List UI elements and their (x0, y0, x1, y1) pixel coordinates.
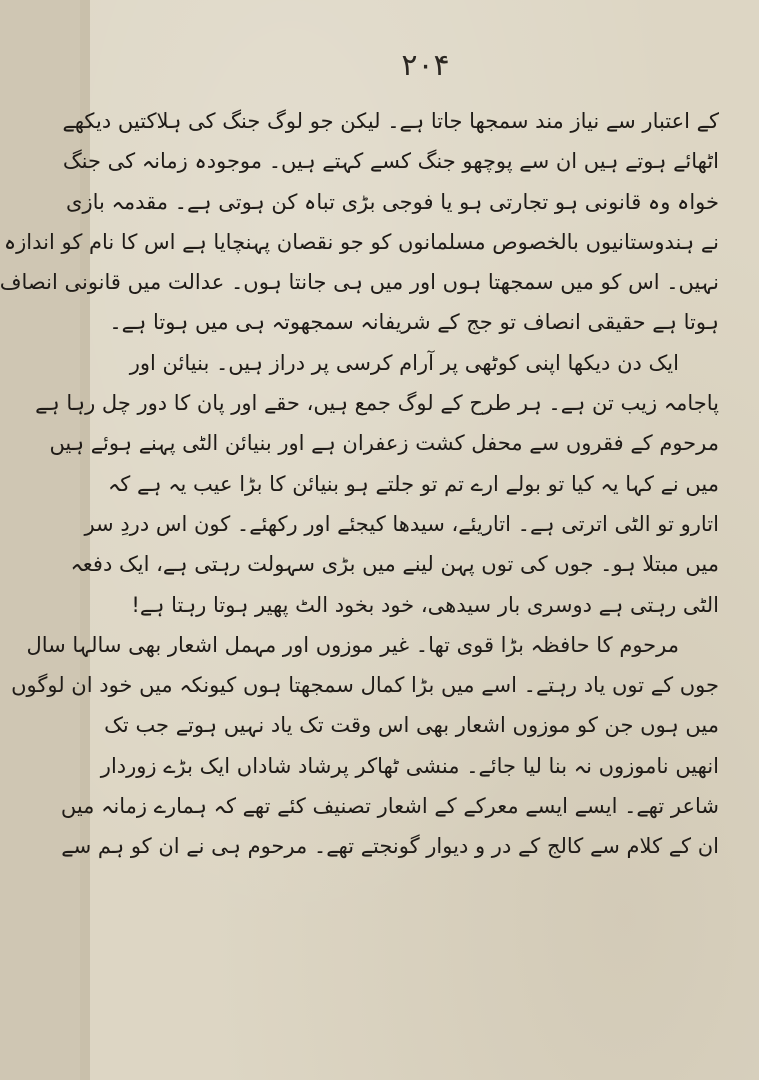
text-line: ہوتا ہے حقیقی انصاف تو جج کے شریفانہ سمجھوتہ ہی میں ہوتا ہے۔ (109, 310, 719, 335)
text-line: پاجامہ زیب تن ہے۔ ہر طرح کے لوگ جمع ہیں، حقے اور پان کا دور چل رہا ہے (35, 391, 719, 416)
text-line: میں مبتلا ہو۔ جوں کی توں پہن لینے میں بڑی سہولت رہتی ہے، ایک دفعہ (70, 552, 719, 577)
text-line: کے اعتبار سے نیاز مند سمجھا جاتا ہے۔ لیکن جو لوگ جنگ کی ہلاکتیں دیکھے (62, 109, 719, 133)
page-number: ۲۰۴ (401, 48, 450, 83)
text-line: مرحوم کے فقروں سے محفل کشت زعفران ہے اور بنیائن الٹی پہنے ہوئے ہیں (49, 431, 719, 456)
paragraph-start-line: مرحوم کا حافظہ بڑا قوی تھا۔ غیر موزوں اور مہمل اشعار بھی سالہا سال (26, 632, 679, 657)
text-line: میں نے کہا یہ کیا تو بولے ارے تم تو جلتے ہو بنیائن کا بڑا عیب یہ ہے کہ (107, 471, 719, 496)
text-line: شاعر تھے۔ ایسے ایسے معرکے کے اشعار تصنیف کئے تھے کہ ہمارے زمانہ میں (60, 794, 719, 819)
text-line: اتارو تو الٹی اترتی ہے۔ اتاریئے، سیدھا کیجئے اور رکھئے۔ کون اس دردِ سر (84, 511, 719, 536)
text-line: اٹھائے ہوتے ہیں ان سے پوچھو جنگ کسے کہتے ہیں۔ موجودہ زمانہ کی جنگ (62, 149, 719, 174)
text-line: نہیں۔ اس کو میں سمجھتا ہوں اور میں ہی جانتا ہوں۔ عدالت میں قانونی انصاف (0, 270, 719, 295)
text-line: میں ہوں جن کو موزوں اشعار بھی اس وقت تک یاد نہیں ہوتے جب تک (104, 713, 719, 738)
body-text (0, 101, 719, 867)
text-line: جوں کے توں یاد رہتے۔ اسے میں بڑا کمال سمجھتا ہوں کیونکہ میں خود ان لوگوں (11, 673, 719, 698)
text-line: خواہ وہ قانونی ہو تجارتی ہو یا فوجی بڑی تباہ کن ہوتی ہے۔ مقدمہ بازی (66, 189, 719, 214)
paragraph-start-line: ایک دن دیکھا اپنی کوٹھی پر آرام کرسی پر دراز ہیں۔ بنیائن اور (129, 350, 679, 375)
text-line: الٹی رہتی ہے دوسری بار سیدھی، خود بخود الٹ پھیر ہوتا رہتا ہے! (131, 592, 719, 617)
text-line: ان کے کلام سے کالج کے در و دیوار گونجتے تھے۔ مرحوم ہی نے ان کو ہم سے (61, 834, 719, 859)
text-line: نے ہندوستانیوں بالخصوص مسلمانوں کو جو نقصان پہنچایا ہے اس کا نام کو اندازہ (3, 229, 719, 254)
text-line: انھیں ناموزوں نہ بنا لیا جائے۔ منشی ٹھاکر پرشاد شاداں ایک بڑے زوردار (100, 753, 719, 778)
